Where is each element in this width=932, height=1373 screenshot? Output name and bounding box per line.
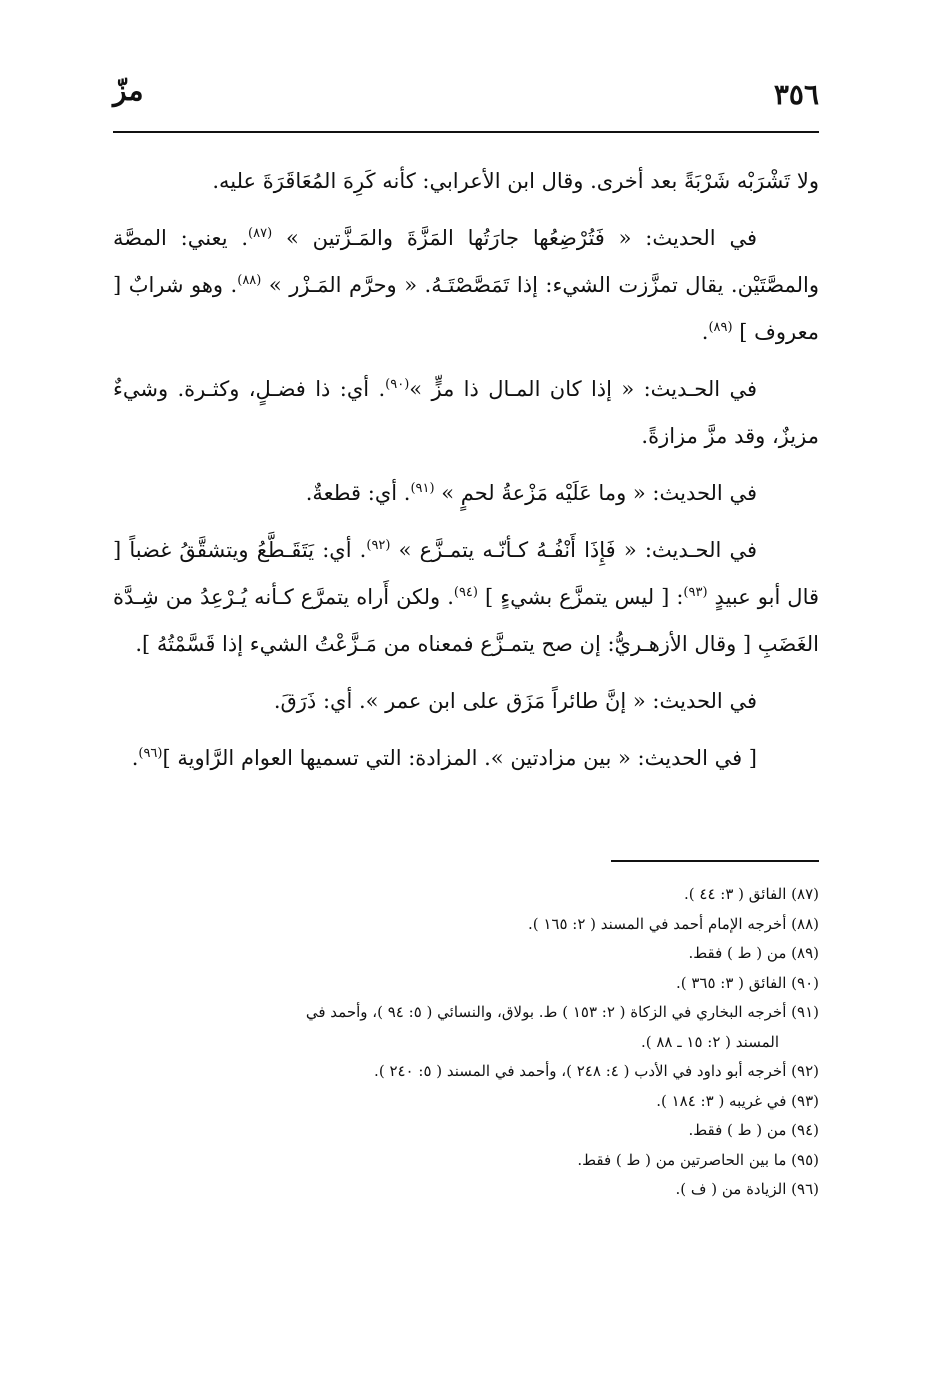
footnote-reference: (٨٩) <box>708 320 733 335</box>
paragraph-text: . وهو شرابٌ [ معروف ] <box>113 273 819 344</box>
footnote-number: (٨٧) <box>791 885 819 903</box>
footnote-text: من ( ط ) فقط. <box>688 944 787 962</box>
footnote <box>113 1087 819 1117</box>
footnote-reference: (٩٦) <box>138 746 163 761</box>
footnote-number: (٩٠) <box>791 973 819 992</box>
footnote-number: (٩٥) <box>791 1150 819 1169</box>
footnote-reference: (٨٨) <box>237 273 262 288</box>
footnote-text: المسند ( ٢: ١٥ ـ ٨٨ ). <box>640 1032 779 1051</box>
footnote-number: (٩١) <box>791 1003 819 1021</box>
footnote-continuation <box>113 1028 819 1058</box>
footnote-number: (٩٢) <box>791 1062 819 1080</box>
paragraph-text: في الحـديث: « فَإِذَا أَنْفُـهُ كـأنّـه يتمـزَّع » <box>398 538 758 562</box>
footnote-text: أخرجه الإمام أحمد في المسند ( ٢: ١٦٥ ). <box>527 914 787 933</box>
footnote-text: أخرجه أبو داود في الأدب ( ٤: ٢٤٨ )، وأحمد في المسند ( ٥: ٢٤٠ ). <box>374 1062 787 1080</box>
paragraph <box>113 470 819 517</box>
paragraph <box>113 735 819 782</box>
footnote <box>113 880 819 910</box>
paragraph-text: . أي: ذا فضـلٍ، وكثـرة. وشيءٌ مزيزٌ، وقد مزَّ مزازةً. <box>113 377 819 448</box>
paragraph <box>113 366 819 460</box>
footnote-text: من ( ط ) فقط. <box>688 1121 787 1139</box>
paragraph-text: في الحديث: « إنَّ طائراً مَزَق على ابن عمر ». أي: ذَرَقَ. <box>273 689 757 713</box>
footnote-reference: (٩١) <box>410 481 435 496</box>
footnote-number: (٩٤) <box>791 1121 819 1139</box>
footnote-text: أخرجه البخاري في الزكاة ( ٢: ١٥٣ ) ط. بولاق، والنسائي ( ٥: ٩٤ )، وأحمد في <box>305 1003 787 1021</box>
paragraph <box>113 158 819 205</box>
footnote <box>113 998 819 1028</box>
header-rule <box>113 131 819 133</box>
footnote-reference: (٩٣) <box>683 585 708 600</box>
paragraph-text: ولا تَشْرَبْه شَرْبَةً بعد أخرى. وقال ابن الأعرابي: كأنه كَرِهَ المُعَاقَرَةَ عليه. <box>212 169 819 193</box>
footnote <box>113 910 819 940</box>
paragraph <box>113 678 819 725</box>
paragraph-text: . <box>131 746 139 770</box>
paragraph-text: . ولكن أَراه يتمرَّع كـأنه يُـرْعِدُ من شِـدَّة الغَضَبِ [ وقال الأزهـريُّ: إن صح يتمـزَّع فمعناه من مَـزَّعْتُ الشيء إذا قَسَّمْتُهُ ]. <box>113 585 819 656</box>
footnote-reference: (٩٤) <box>453 585 478 600</box>
paragraph <box>113 527 819 668</box>
footnote-text: الفائق ( ٣: ٣٦٥ ). <box>675 973 787 992</box>
footnote <box>113 1175 819 1205</box>
paragraph-text: . يعني: المصَّة والمصَّتَيْن. يقال تمزَّزت الشيء: إذا تَمَصَّصْتَـهُ. « وحرَّم المَـزْر » <box>113 226 819 297</box>
footnote <box>113 1057 819 1087</box>
paragraph-text: : [ ليس يتمزَّع بشيءٍ ] <box>485 585 684 609</box>
footnote-number: (٩٣) <box>791 1091 819 1110</box>
footnote-number: (٨٨) <box>791 914 819 933</box>
footnote-reference: (٨٧) <box>248 226 273 241</box>
paragraph <box>113 215 819 356</box>
footnote-reference: (٩٠) <box>385 377 410 392</box>
paragraph-text: . أي: قطعةٌ. <box>305 481 411 505</box>
footnotes <box>113 880 819 1205</box>
footnote <box>113 1146 819 1176</box>
footnote-number: (٩٦) <box>791 1180 819 1198</box>
paragraph-text: في الحـديث: « إذا كان المـال ذا مزٍّ » <box>409 377 757 401</box>
paragraph-text: . <box>701 320 709 344</box>
paragraph-text: [ في الحديث: « بين مزادتين ». المزادة: التي تسميها العوام الرَّاوية ] <box>162 746 757 770</box>
paragraph-text: . أي: يَتَقَـطَّعُ ويتشقَّقُ غضباً [ قال أبو عبيدٍ <box>113 538 820 609</box>
main-text <box>113 158 819 792</box>
paragraph-text: في الحديث: « وما عَلَيْه مَزْعةُ لحمٍ » <box>441 481 757 505</box>
footnote-rule <box>611 860 819 862</box>
footnote-text: في غريبه ( ٣: ١٨٤ ). <box>656 1091 787 1110</box>
footnote-text: الفائق ( ٣: ٤٤ ). <box>684 885 787 903</box>
footnote <box>113 1116 819 1146</box>
running-head: مزّ <box>113 74 144 107</box>
footnote-reference: (٩٢) <box>366 538 391 553</box>
paragraph-text: في الحديث: « فَتُرْضِعُها جارَتُها المَزَّةَ والمَـزَّتين » <box>285 226 757 250</box>
page-number: ٣٥٦ <box>773 78 819 111</box>
footnote-text: ما بين الحاصرتين من ( ط ) فقط. <box>577 1150 787 1169</box>
footnote <box>113 939 819 969</box>
footnote-number: (٨٩) <box>791 944 819 962</box>
footnote-text: الزيادة من ( ف ). <box>675 1180 787 1198</box>
footnote <box>113 969 819 999</box>
